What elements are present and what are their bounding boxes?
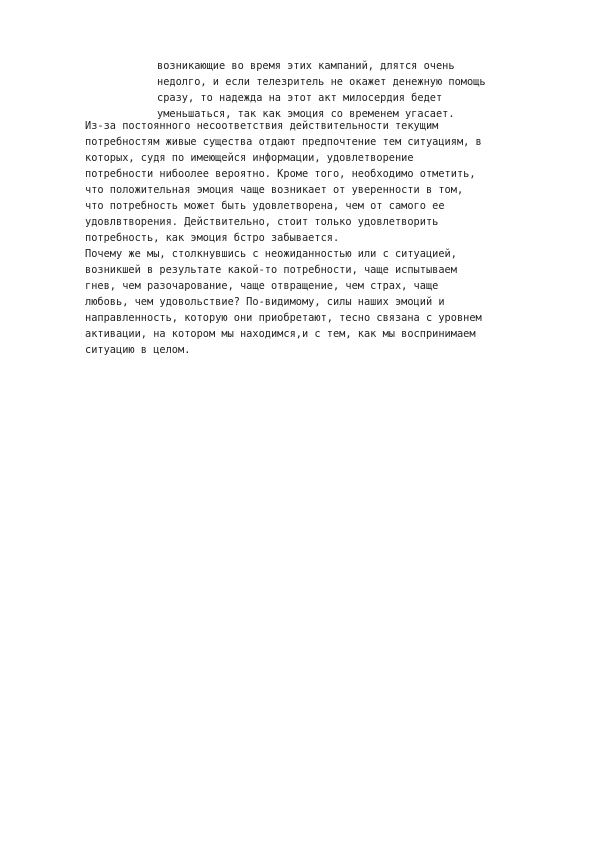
text-line: недолго, и если телезритель не окажет денежную помощь	[157, 76, 486, 88]
text-line: что потребность может быть удовлетворена, чем от самого ее	[85, 200, 445, 212]
text-line: Почему же мы, столкнувшись с неожиданностью или с ситуацией,	[85, 248, 457, 260]
text-line: активации, на котором мы находимся,и с тем, как мы воспринимаем	[85, 328, 476, 340]
text-line: уменьшаться, так как эмоция со временем угасает.	[157, 108, 455, 120]
text-line: потребности нибоолее вероятно. Кроме того, необходимо отметить,	[85, 168, 476, 180]
text-line: удовлвтворения. Действительно, стоит только удовлетворить	[85, 216, 439, 228]
text-line: потребностям живые существа отдают предпочтение тем ситуациям, в	[85, 136, 482, 148]
text-line: возникшей в результате какой-то потребности, чаще испытываем	[85, 264, 457, 276]
text-line: которых, судя по имеющейся информации, удовлетворение	[85, 152, 414, 164]
text-line: потребность, как эмоция бстро забывается.	[85, 232, 340, 244]
text-line: гнев, чем разочарование, чаще отвращение, чем страх, чаще	[85, 280, 439, 292]
text-line: направленность, которую они приобретают, тесно связана с уровнем	[85, 312, 482, 324]
text-line: возникающие во время этих кампаний, длятся очень	[157, 60, 455, 72]
text-line: Из-за постоянного несоответствия действительности текущим	[85, 120, 439, 132]
text-line: ситуацию в целом.	[85, 344, 191, 356]
text-line: сразу, то надежда на этот акт милосердия бедет	[157, 92, 443, 104]
text-line: что положительная эмоция чаще возникает от уверенности в том,	[85, 184, 464, 196]
text-line: любовь, чем удовольствие? По-видимому, силы наших эмоций и	[85, 296, 445, 308]
